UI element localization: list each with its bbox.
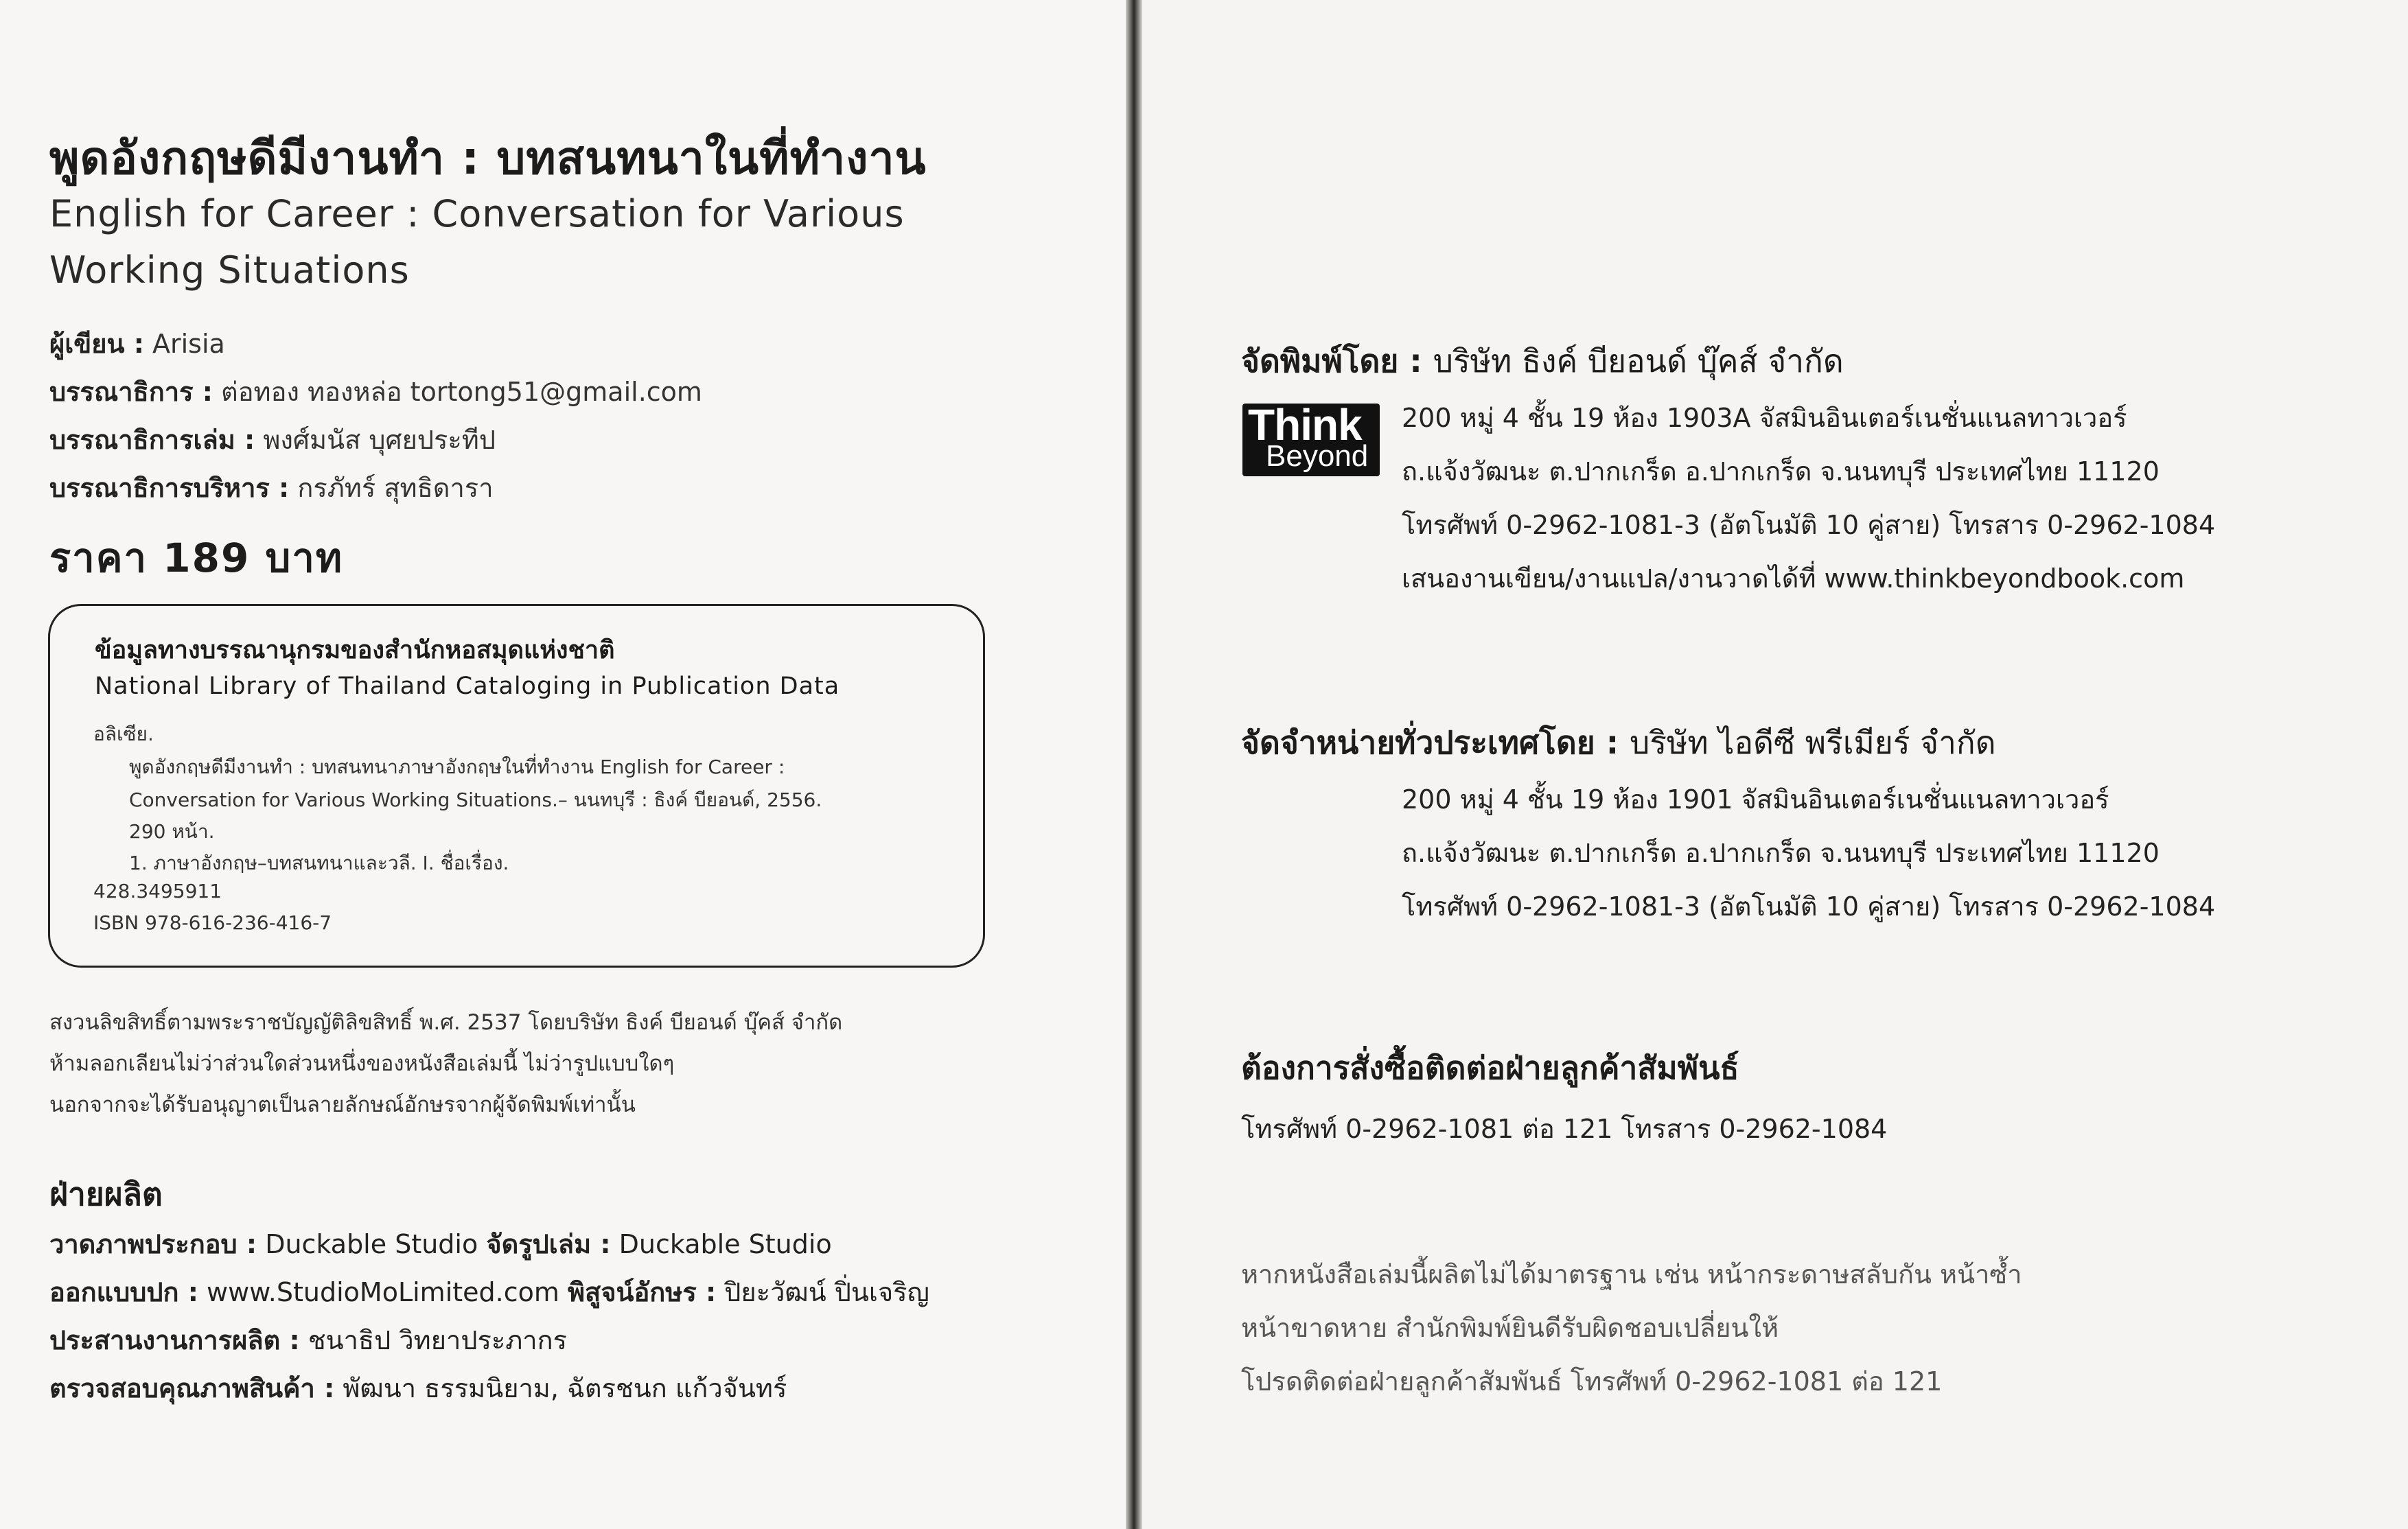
credit-label: ผู้เขียน :	[49, 329, 144, 359]
production-label: จัดรูปเล่ม :	[486, 1229, 611, 1259]
logo-text-beyond: Beyond	[1266, 439, 1369, 473]
production-label: วาดภาพประกอบ :	[49, 1229, 257, 1259]
logo-text-think: Think	[1248, 404, 1362, 450]
book-title-english-line-1: English for Career : Conversation for Various	[49, 192, 905, 235]
credit-editor	[49, 371, 702, 412]
credit-executive-editor	[49, 467, 494, 509]
production-row	[49, 1367, 787, 1409]
quality-notice-line: โปรดติดต่อฝ่ายลูกค้าสัมพันธ์ โทรศัพท์ 0-2962-1081 ต่อ 121	[1241, 1366, 1943, 1397]
production-value: ชนาธิป วิทยาประภากร	[308, 1325, 568, 1355]
production-label: พิสูจน์อักษร :	[567, 1277, 717, 1307]
publisher-address-line: ถ.แจ้งวัฒนะ ต.ปากเกร็ด อ.ปากเกร็ด จ.นนทบุรี ประเทศไทย 11120	[1402, 456, 2160, 487]
production-label: ประสานงานการผลิต :	[49, 1325, 300, 1355]
credit-value: Arisia	[152, 329, 225, 359]
production-value: Duckable Studio	[265, 1229, 478, 1259]
cip-heading-thai: ข้อมูลทางบรรณานุกรมของสำนักหอสมุดแห่งชาติ	[95, 636, 615, 664]
distributor-name: บริษัท ไอดีซี พรีเมียร์ จำกัด	[1630, 724, 1996, 761]
production-row	[49, 1271, 929, 1313]
publisher-label: จัดพิมพ์โดย :	[1241, 342, 1422, 380]
quality-notice-line: หน้าขาดหาย สำนักพิมพ์ยินดีรับผิดชอบเปลี่ยนให้	[1241, 1313, 1779, 1343]
production-value: www.StudioMoLimited.com	[207, 1277, 559, 1307]
production-value: พัฒนา ธรรมนิยาม, ฉัตรชนก แก้วจันทร์	[343, 1373, 787, 1403]
cip-classification: 428.3495911	[93, 880, 222, 902]
production-value: Duckable Studio	[618, 1229, 832, 1259]
production-label: ออกแบบปก :	[49, 1277, 198, 1307]
order-contact-line: โทรศัพท์ 0-2962-1081 ต่อ 121 โทรสาร 0-2962-1084	[1241, 1114, 1888, 1144]
think-beyond-logo	[1242, 404, 1380, 476]
publisher-website-line: เสนองานเขียน/งานแปล/งานวาดได้ที่ www.thinkbeyondbook.com	[1402, 563, 2185, 594]
credit-value: พงศ์มนัส บุศยประทีป	[263, 425, 496, 455]
credit-author	[49, 323, 225, 364]
distributor-phone-line: โทรศัพท์ 0-2962-1081-3 (อัตโนมัติ 10 คู่สาย) โทรสาร 0-2962-1084	[1402, 891, 2216, 922]
production-row	[49, 1319, 567, 1361]
credit-value: กรภัทร์ สุทธิดารา	[297, 473, 494, 503]
production-heading: ฝ่ายผลิต	[49, 1176, 163, 1213]
cip-line: 290 หน้า.	[129, 820, 215, 843]
cip-line: 1. ภาษาอังกฤษ–บทสนทนาและวลี. I. ชื่อเรื่อง.	[129, 852, 509, 874]
price: ราคา 189 บาท	[49, 535, 344, 581]
quality-notice-line: หากหนังสือเล่มนี้ผลิตไม่ได้มาตรฐาน เช่น หน้ากระดาษสลับกัน หน้าซ้ำ	[1241, 1259, 2022, 1289]
production-row	[49, 1223, 832, 1265]
credit-label: บรรณาธิการบริหาร :	[49, 473, 290, 503]
cip-line: Conversation for Various Working Situations.– นนทบุรี : ธิงค์ บียอนด์, 2556.	[129, 789, 822, 811]
credit-volume-editor	[49, 419, 496, 460]
copyright-line: ห้ามลอกเลียนไม่ว่าส่วนใดส่วนหนึ่งของหนังสือเล่มนี้ ไม่ว่ารูปแบบใดๆ	[49, 1051, 675, 1076]
copyright-line: นอกจากจะได้รับอนุญาตเป็นลายลักษณ์อักษรจากผู้จัดพิมพ์เท่านั้น	[49, 1093, 636, 1117]
distributor-heading	[1241, 718, 1996, 768]
order-heading: ต้องการสั่งซื้อติดต่อฝ่ายลูกค้าสัมพันธ์	[1241, 1049, 1739, 1086]
credit-label: บรรณาธิการเล่ม :	[49, 425, 255, 455]
book-title-thai: พูดอังกฤษดีมีงานทำ : บทสนทนาในที่ทำงาน	[49, 132, 927, 185]
credit-value: ต่อทอง ทองหล่อ tortong51@gmail.com	[221, 377, 702, 407]
cip-heading-english: National Library of Thailand Cataloging in Publication Data	[95, 673, 840, 700]
production-value: ปิยะวัฒน์ ปิ่นเจริญ	[724, 1277, 929, 1307]
copyright-line: สงวนลิขสิทธิ์ตามพระราชบัญญัติลิขสิทธิ์ พ.ศ. 2537 โดยบริษัท ธิงค์ บียอนด์ บุ๊คส์ จำกัด	[49, 1010, 843, 1035]
credit-label: บรรณาธิการ :	[49, 377, 213, 407]
cip-line: อลิเซีย.	[93, 723, 154, 745]
book-title-english-line-2: Working Situations	[49, 248, 410, 292]
book-spine	[1126, 0, 1142, 1529]
publisher-phone-line: โทรศัพท์ 0-2962-1081-3 (อัตโนมัติ 10 คู่สาย) โทรสาร 0-2962-1084	[1402, 510, 2216, 540]
publisher-address-line: 200 หมู่ 4 ชั้น 19 ห้อง 1903A จัสมินอินเตอร์เนชั่นแนลทาวเวอร์	[1402, 403, 2127, 433]
production-label: ตรวจสอบคุณภาพสินค้า :	[49, 1373, 335, 1403]
cip-isbn: ISBN 978-616-236-416-7	[93, 911, 332, 934]
cip-line: พูดอังกฤษดีมีงานทำ : บทสนทนาภาษาอังกฤษในที่ทำงาน English for Career :	[129, 756, 785, 778]
distributor-address-line: 200 หมู่ 4 ชั้น 19 ห้อง 1901 จัสมินอินเตอร์เนชั่นแนลทาวเวอร์	[1402, 784, 2109, 815]
publisher-name: บริษัท ธิงค์ บียอนด์ บุ๊คส์ จำกัด	[1433, 342, 1844, 380]
distributor-label: จัดจำหน่ายทั่วประเทศโดย :	[1241, 724, 1619, 761]
distributor-address-line: ถ.แจ้งวัฒนะ ต.ปากเกร็ด อ.ปากเกร็ด จ.นนทบุรี ประเทศไทย 11120	[1402, 838, 2160, 868]
publisher-heading	[1241, 336, 1844, 386]
